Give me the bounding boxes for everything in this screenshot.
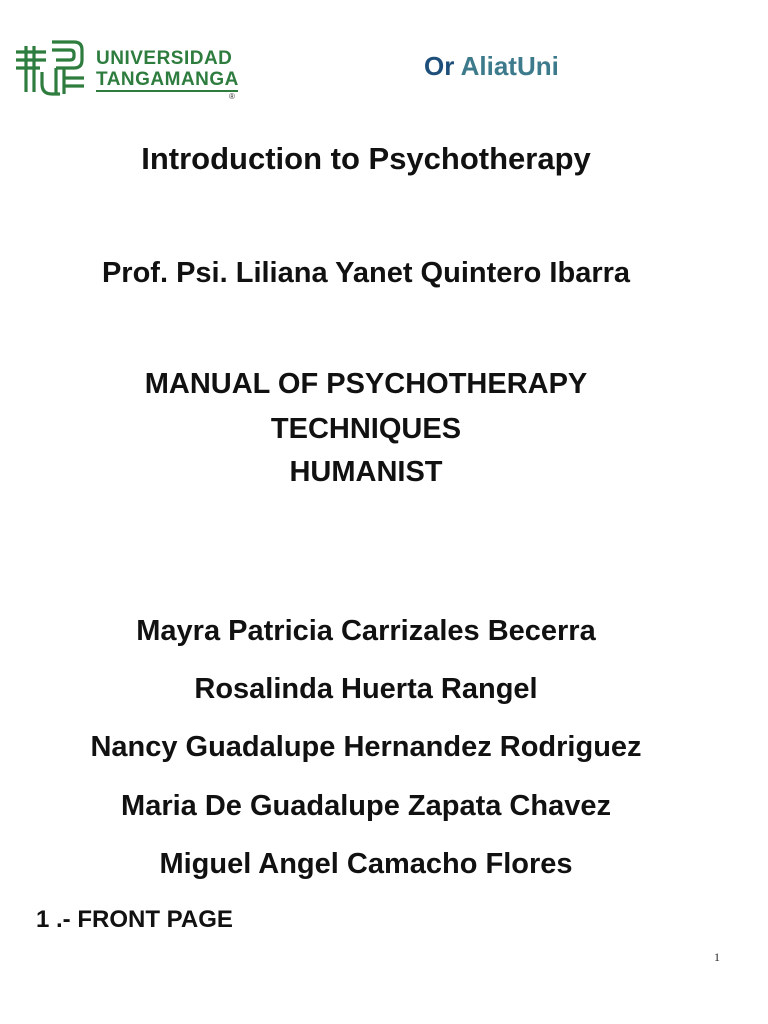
logo-text-universidad: UNIVERSIDAD (96, 48, 233, 69)
author-name: Rosalinda Huerta Rangel (194, 673, 538, 705)
page-number: 1 (714, 950, 720, 964)
manual-title-line-3: HUMANIST (289, 456, 443, 488)
partner-name (424, 51, 559, 82)
university-logo (12, 38, 242, 102)
manual-title-line-1: MANUAL OF PSYCHOTHERAPY (144, 368, 588, 400)
author-name: Maria De Guadalupe Zapata Chavez (121, 790, 611, 822)
registered-mark: ® (229, 92, 235, 101)
author-name: Miguel Angel Camacho Flores (159, 848, 573, 880)
logo-underline (96, 90, 238, 92)
author-name: Mayra Patricia Carrizales Becerra (136, 615, 596, 647)
section-heading: 1 .- FRONT PAGE (36, 906, 233, 933)
logo-text-tangamanga: TANGAMANGA (96, 69, 239, 90)
author-name: Nancy Guadalupe Hernandez Rodriguez (90, 731, 642, 763)
manual-title-line-2: TECHNIQUES (270, 413, 462, 445)
course-title: Introduction to Psychotherapy (141, 141, 591, 176)
university-emblem-icon (12, 38, 88, 100)
professor-name: Prof. Psi. Liliana Yanet Quintero Ibarra (101, 257, 631, 289)
partner-brand: AliatUni (460, 51, 559, 81)
partner-prefix: Or (424, 51, 455, 81)
